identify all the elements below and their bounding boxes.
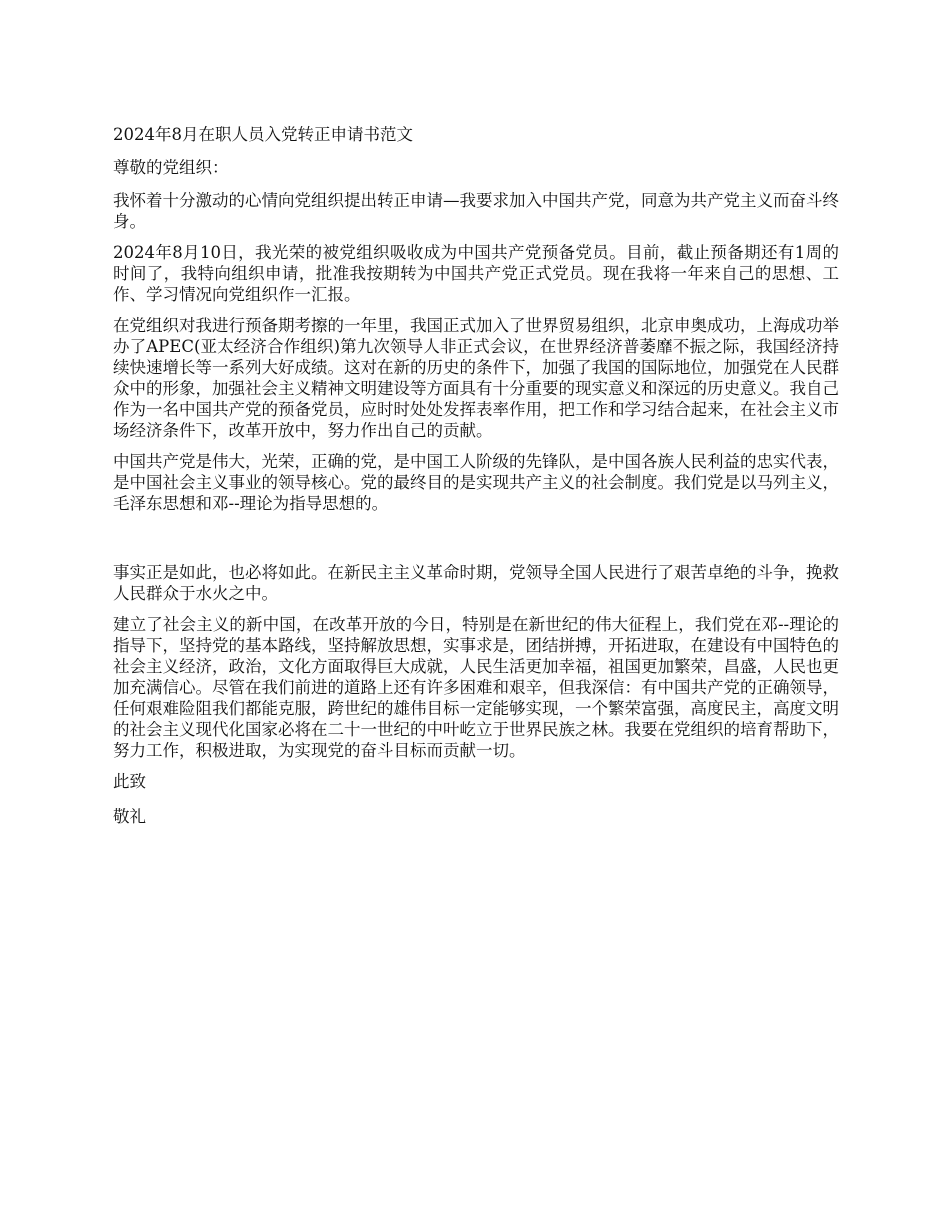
blank-gap [113,524,839,562]
paragraph-5: 事实正是如此，也必将如此。在新民主主义革命时期，党领导全国人民进行了艰苦卓绝的斗争，挽救人民群众于水火之中。 [113,563,839,603]
closing-line-1: 此致 [113,772,146,791]
paragraph-3: 在党组织对我进行预备期考擦的一年里，我国正式加入了世界贸易组织，北京申奥成功，上海成功举办了APEC(亚太经济合作组织)第九次领导人非正式会议，在世界经济普萎靡不振之际，我国经济持续快速增长等一系列大好成绩。这对在新的历史的条件下，加强了我国的国际地位，加强党在人民群众中的形象，加强社会主义精神文明建设等方面具有十分重要的现实意义和深远的历史意义。我自己作为一名中国共产党的预备党员，应时时处处发挥表率作用，把工作和学习结合起来，在社会主义市场经济条件下，改革开放中，努力作出自己的贡献。 [113,316,839,440]
paragraph-1: 我怀着十分激动的心情向党组织提出转正申请—我要求加入中国共产党，同意为共产党主义而奋斗终身。 [113,191,839,231]
closing-line-2: 敬礼 [113,807,146,826]
salutation: 尊敬的党组织： [113,158,229,177]
paragraph-4: 中国共产党是伟大，光荣，正确的党，是中国工人阶级的先锋队，是中国各族人民利益的忠实代表，是中国社会主义事业的领导核心。党的最终目的是实现共产主义的社会制度。我们党是以马列主义，毛泽东思想和邓--理论为指导思想的。 [113,452,839,513]
document-title: 2024年8月在职人员入党转正申请书范文 [113,125,413,144]
paragraph-6: 建立了社会主义的新中国，在改革开放的今日，特别是在新世纪的伟大征程上，我们党在邓--理论的指导下，坚持党的基本路线，坚持解放思想，实事求是，团结拼搏，开拓进取，在建设有中国特色的社会主义经济，政治，文化方面取得巨大成就，人民生活更加幸福，祖国更加繁荣，昌盛，人民也更加充满信心。尽管在我们前进的道路上还有许多困难和艰辛，但我深信：有中国共产党的正确领导，任何艰难险阻我们都能克服，跨世纪的雄伟目标一定能够实现，一个繁荣富强，高度民主，高度文明的社会主义现代化国家必将在二十一世纪的中叶屹立于世界民族之林。我要在党组织的培育帮助下，努力工作，积极进取，为实现党的奋斗目标而贡献一切。 [113,615,839,760]
document-body [113,124,839,841]
paragraph-2: 2024年8月10日，我光荣的被党组织吸收成为中国共产党预备党员。目前，截止预备期还有1周的时间了，我特向组织申请，批准我按期转为中国共产党正式党员。现在我将一年来自己的思想、工作、学习情况向党组织作一汇报。 [113,243,839,304]
